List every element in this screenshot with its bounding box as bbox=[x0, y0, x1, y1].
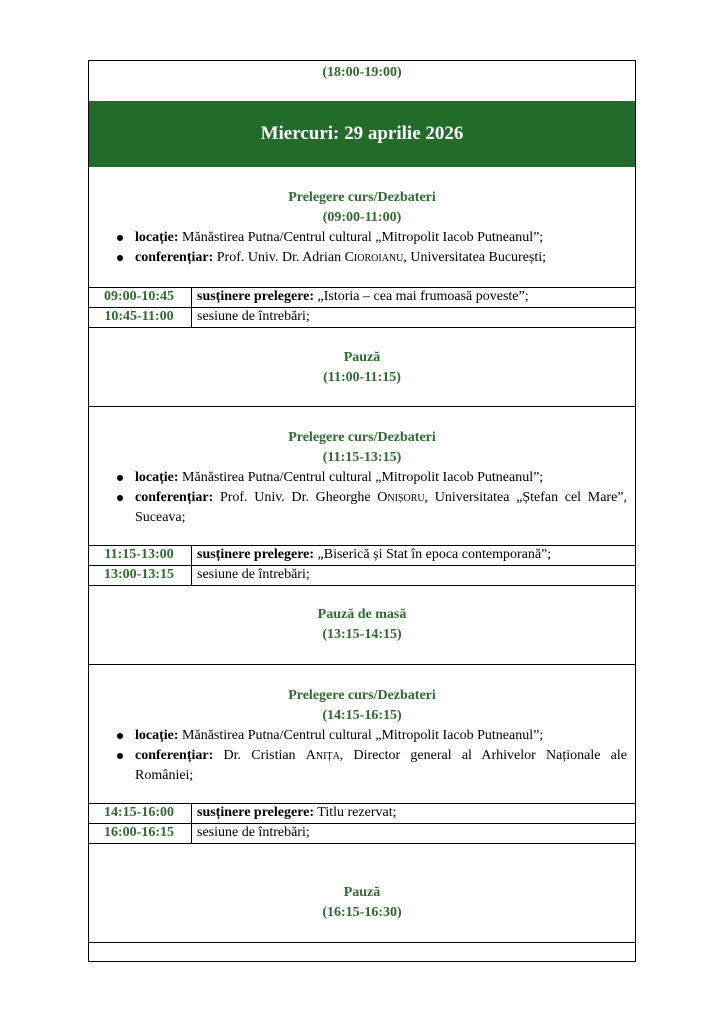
break-block-3: Pauză (16:15-16:30) bbox=[322, 885, 402, 920]
break-block-2: Pauză de masă (13:15-14:15) bbox=[317, 607, 407, 642]
location-item: locație: Mănăstirea Putna/Centrul cultural „Mitropolit Iacob Putneanul”; bbox=[135, 468, 635, 488]
lecturer-item: conferențiar: Prof. Univ. Dr. Gheorghe Onișoru, Universitatea „Ștefan cel Mare”, Suceava; bbox=[135, 488, 635, 528]
day-banner: Miercuri: 29 aprilie 2026 bbox=[89, 101, 635, 167]
lecture-block-1 bbox=[89, 188, 635, 268]
lecturer-item: conferențiar: Prof. Univ. Dr. Adrian Cioroianu, Universitatea București; bbox=[135, 248, 635, 268]
location-item: locație: Mănăstirea Putna/Centrul cultural „Mitropolit Iacob Putneanul”; bbox=[135, 726, 635, 746]
schedule-row: 16:00-16:15 sesiune de întrebări; bbox=[104, 825, 310, 840]
location-item: locație: Mănăstirea Putna/Centrul cultural „Mitropolit Iacob Putneanul”; bbox=[135, 228, 635, 248]
lecturer-item: conferențiar: Dr. Cristian Anița, Director general al Arhivelor Naționale ale României; bbox=[135, 746, 635, 786]
lecture-title: Prelegere curs/Dezbateri bbox=[288, 190, 436, 205]
schedule-row: 10:45-11:00 sesiune de întrebări; bbox=[104, 309, 310, 324]
lecture-time: (09:00-11:00) bbox=[322, 210, 402, 225]
top-session-time: (18:00-19:00) bbox=[322, 65, 402, 80]
schedule-row: 11:15-13:00 susținere prelegere: „Biserică și Stat în epoca contemporană”; bbox=[104, 547, 552, 562]
break-block-1: Pauză (11:00-11:15) bbox=[323, 350, 401, 385]
schedule-row: 13:00-13:15 sesiune de întrebări; bbox=[104, 567, 310, 582]
lecture-block-3: Prelegere curs/Dezbateri (14:15-16:15) locație: Mănăstirea Putna/Centrul cultural „Mitropolit Iacob Putneanul”; conferențiar: Dr. Cristian Anița, Director general al Arhivelor Naționale ale României; bbox=[89, 686, 635, 786]
schedule-row: 09:00-10:45 susținere prelegere: „Istoria – cea mai frumoasă poveste”; bbox=[104, 289, 529, 304]
program-table bbox=[88, 60, 636, 962]
lecture-block-2: Prelegere curs/Dezbateri (11:15-13:15) locație: Mănăstirea Putna/Centrul cultural „Mitropolit Iacob Putneanul”; conferențiar: Prof. Univ. Dr. Gheorghe Onișoru, Universitatea „Ștefan cel Mare”, Suceava; bbox=[89, 428, 635, 528]
schedule-row: 14:15-16:00 susținere prelegere: Titlu rezervat; bbox=[104, 805, 397, 820]
